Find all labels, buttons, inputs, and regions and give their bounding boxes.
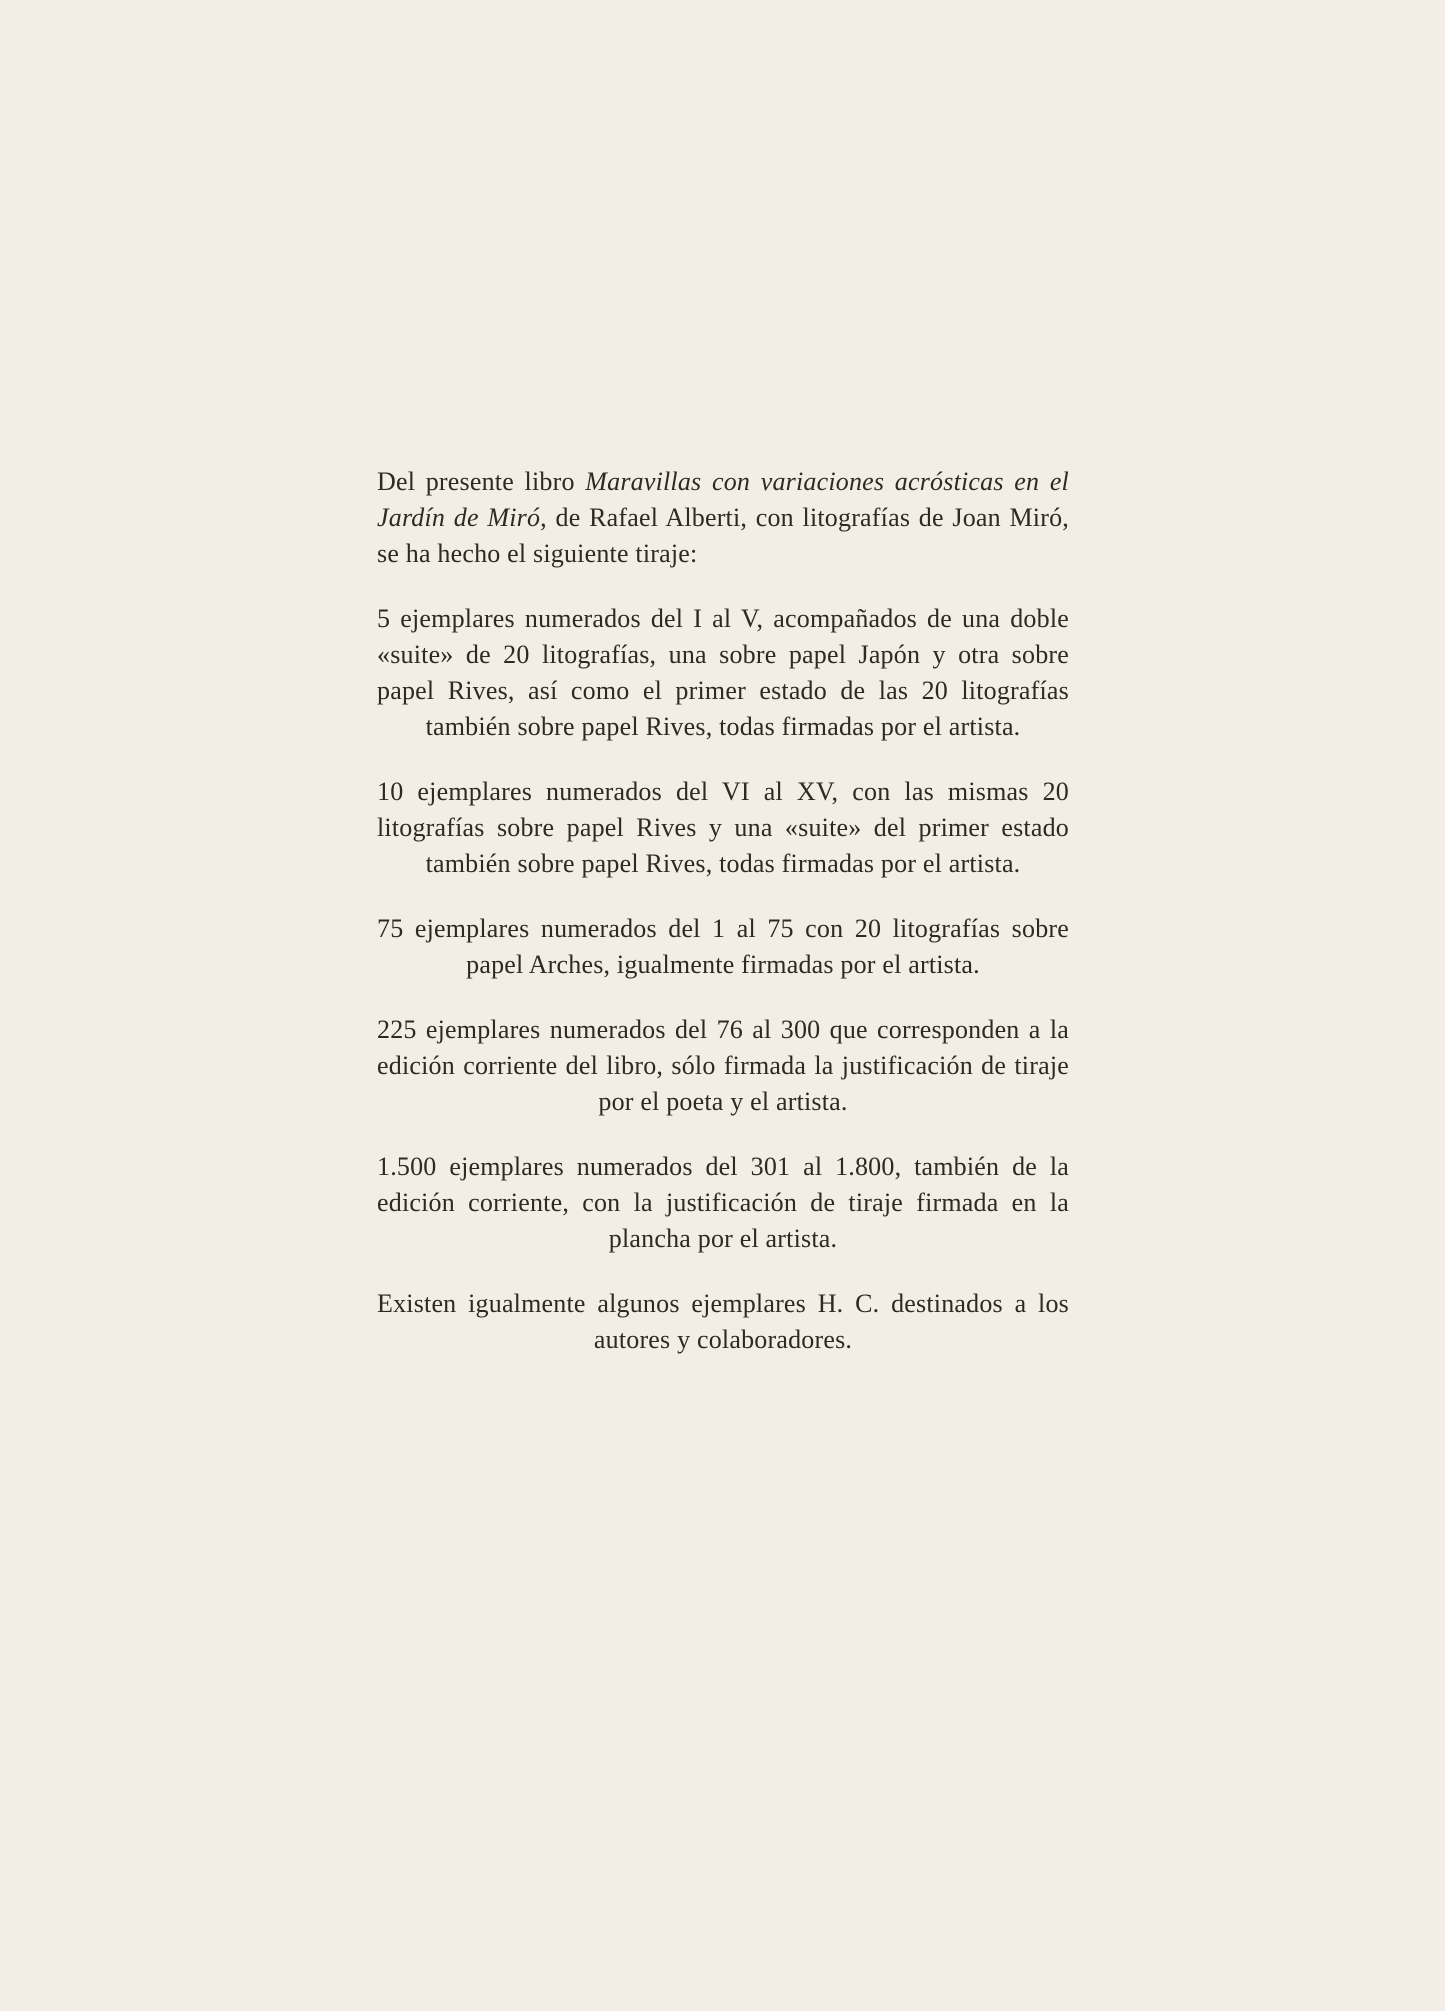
book-title: Maravillas con variaciones acrósticas en el Jardín de Miró [377,467,1069,532]
edition-paragraph-2 [377,774,1069,882]
intro-lead-text: Del presente libro [377,467,586,496]
colophon-intro-paragraph [377,464,1069,572]
hc-note-text: Existen igualmente algunos ejemplares H. C. destinados a los autores y colaboradores. [377,1289,1069,1354]
edition-3-text: 75 ejemplares numerados del 1 al 75 con 20 litografías sobre papel Arches, igualmente firmadas por el artista. [377,914,1069,979]
edition-2-text: 10 ejemplares numerados del VI al XV, con las mismas 20 litografías sobre papel Rives y una «suite» del primer estado también sobre papel Rives, todas firmadas por el artista. [377,777,1069,878]
edition-paragraph-4 [377,1012,1069,1120]
hc-note-paragraph [377,1286,1069,1358]
edition-5-text: 1.500 ejemplares numerados del 301 al 1.800, también de la edición corriente, con la justificación de tiraje firmada en la plancha por el artista. [377,1152,1069,1253]
edition-paragraph-1 [377,601,1069,745]
intro-rest-text: , de Rafael Alberti, con litografías de Joan Miró, se ha hecho el siguiente tiraje: [377,503,1069,568]
edition-4-text: 225 ejemplares numerados del 76 al 300 que corresponden a la edición corriente del libro, sólo firmada la justificación de tiraje por el poeta y el artista. [377,1015,1069,1116]
edition-paragraph-5 [377,1149,1069,1257]
edition-paragraph-3 [377,911,1069,983]
colophon-text-block [377,464,1069,1358]
edition-1-text: 5 ejemplares numerados del I al V, acompañados de una doble «suite» de 20 litografías, una sobre papel Japón y otra sobre papel Rives, así como el primer estado de las 20 litografías también sobre papel Rives, todas firmadas por el artista. [377,604,1069,741]
